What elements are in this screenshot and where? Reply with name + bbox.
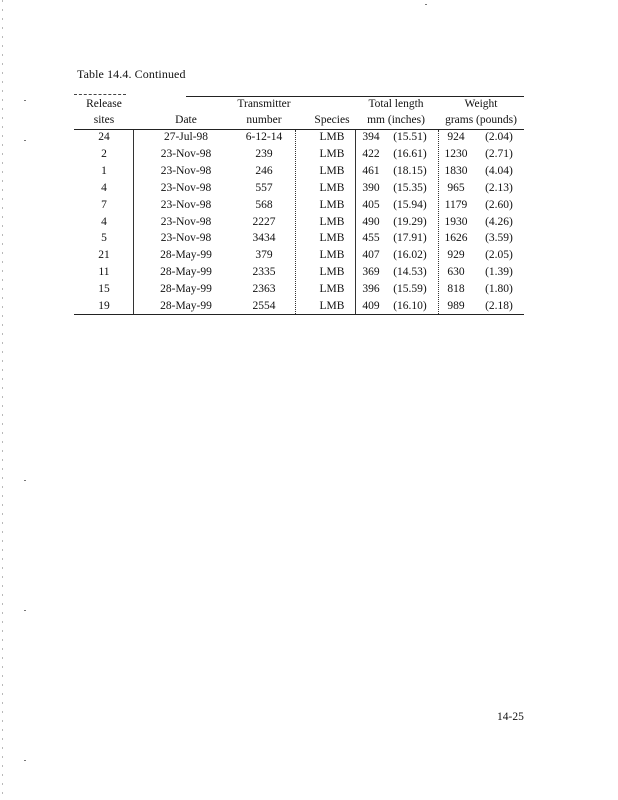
cell-transmitter: 557 bbox=[255, 181, 273, 194]
cell-species: LMB bbox=[319, 249, 345, 262]
cell-weight-grams: 929 bbox=[447, 249, 465, 262]
top-rule-left bbox=[74, 94, 126, 95]
cell-date: 28-May-99 bbox=[160, 249, 212, 262]
cell-length-inches: (14.53) bbox=[393, 266, 427, 279]
cell-weight-pounds: (2.13) bbox=[485, 181, 513, 194]
cell-length-mm: 490 bbox=[362, 215, 380, 228]
cell-weight-pounds: (3.59) bbox=[485, 232, 513, 245]
cell-release-site: 1 bbox=[101, 164, 107, 177]
cell-species: LMB bbox=[319, 181, 345, 194]
cell-weight-pounds: (2.05) bbox=[485, 249, 513, 262]
cell-weight-grams: 1930 bbox=[444, 215, 468, 228]
cell-length-inches: (15.59) bbox=[393, 283, 427, 296]
cell-length-inches: (15.51) bbox=[393, 131, 427, 143]
cell-release-site: 19 bbox=[98, 300, 110, 312]
table-caption: Table 14.4. Continued bbox=[77, 67, 186, 81]
cell-weight-pounds: (4.26) bbox=[485, 215, 513, 228]
cell-length-mm: 461 bbox=[362, 164, 380, 177]
cell-weight-grams: 924 bbox=[447, 131, 465, 143]
cell-weight-pounds: (2.04) bbox=[485, 131, 513, 143]
scan-edge-artifact bbox=[2, 0, 3, 800]
top-rule bbox=[186, 96, 524, 97]
cell-species: LMB bbox=[319, 131, 345, 143]
header-transmitter: Transmitter bbox=[237, 98, 291, 110]
cell-date: 28-May-99 bbox=[160, 266, 212, 279]
cell-length-inches: (19.29) bbox=[393, 215, 427, 228]
cell-release-site: 4 bbox=[101, 181, 107, 194]
cell-date: 28-May-99 bbox=[160, 300, 212, 312]
cell-length-mm: 390 bbox=[362, 181, 380, 194]
cell-length-inches: (15.94) bbox=[393, 198, 427, 211]
cell-length-inches: (15.35) bbox=[393, 181, 427, 194]
header-species: Species bbox=[314, 114, 350, 126]
cell-transmitter: 246 bbox=[255, 164, 273, 177]
cell-release-site: 2 bbox=[101, 147, 107, 160]
cell-weight-pounds: (2.18) bbox=[485, 300, 513, 312]
cell-date: 23-Nov-98 bbox=[160, 147, 212, 160]
cell-transmitter: 239 bbox=[255, 147, 273, 160]
cell-length-mm: 396 bbox=[362, 283, 380, 296]
cell-length-mm: 394 bbox=[362, 131, 380, 143]
cell-transmitter: 2227 bbox=[252, 215, 276, 228]
header-grams-pounds: grams (pounds) bbox=[445, 114, 517, 126]
scan-speck bbox=[24, 140, 26, 141]
cell-weight-grams: 965 bbox=[447, 181, 465, 194]
cell-species: LMB bbox=[319, 164, 345, 177]
cell-date: 23-Nov-98 bbox=[160, 232, 212, 245]
cell-transmitter: 2363 bbox=[252, 283, 276, 296]
cell-weight-grams: 989 bbox=[447, 300, 465, 312]
cell-species: LMB bbox=[319, 198, 345, 211]
cell-weight-grams: 630 bbox=[447, 266, 465, 279]
scan-speck bbox=[24, 760, 26, 761]
cell-weight-pounds: (2.71) bbox=[485, 147, 513, 160]
cell-length-mm: 455 bbox=[362, 232, 380, 245]
header-date: Date bbox=[175, 114, 197, 126]
cell-release-site: 11 bbox=[98, 266, 110, 279]
header-number: number bbox=[246, 114, 282, 126]
cell-weight-grams: 1626 bbox=[444, 232, 468, 245]
cell-species: LMB bbox=[319, 283, 345, 296]
cell-length-inches: (16.61) bbox=[393, 147, 427, 160]
cell-release-site: 7 bbox=[101, 198, 107, 211]
cell-transmitter: 3434 bbox=[252, 232, 276, 245]
cell-transmitter: 379 bbox=[255, 249, 273, 262]
cell-length-inches: (18.15) bbox=[393, 164, 427, 177]
scan-speck bbox=[24, 100, 26, 101]
scan-speck bbox=[24, 480, 26, 481]
cell-release-site: 4 bbox=[101, 215, 107, 228]
cell-length-mm: 405 bbox=[362, 198, 380, 211]
cell-species: LMB bbox=[319, 266, 345, 279]
cell-date: 23-Nov-98 bbox=[160, 181, 212, 194]
cell-release-site: 5 bbox=[101, 232, 107, 245]
header-mm-inches: mm (inches) bbox=[367, 114, 425, 126]
cell-species: LMB bbox=[319, 232, 345, 245]
cell-transmitter: 6-12-14 bbox=[245, 131, 283, 143]
cell-date: 28-May-99 bbox=[160, 283, 212, 296]
cell-release-site: 15 bbox=[98, 283, 110, 296]
cell-length-mm: 407 bbox=[362, 249, 380, 262]
cell-transmitter: 2554 bbox=[252, 300, 276, 312]
cell-release-site: 24 bbox=[98, 131, 110, 143]
cell-transmitter: 568 bbox=[255, 198, 273, 211]
cell-date: 23-Nov-98 bbox=[160, 198, 212, 211]
cell-weight-pounds: (1.39) bbox=[485, 266, 513, 279]
cell-length-inches: (16.10) bbox=[393, 300, 427, 312]
cell-weight-grams: 818 bbox=[447, 283, 465, 296]
cell-length-inches: (16.02) bbox=[393, 249, 427, 262]
cell-weight-grams: 1830 bbox=[444, 164, 468, 177]
header-total-length: Total length bbox=[368, 98, 424, 110]
cell-weight-grams: 1179 bbox=[444, 198, 468, 211]
header-release: Release bbox=[86, 98, 122, 110]
scan-speck bbox=[24, 610, 26, 611]
header-weight: Weight bbox=[464, 98, 498, 110]
cell-species: LMB bbox=[319, 300, 345, 312]
scan-speck bbox=[425, 4, 427, 5]
cell-date: 23-Nov-98 bbox=[160, 164, 212, 177]
cell-length-inches: (17.91) bbox=[393, 232, 427, 245]
cell-length-mm: 422 bbox=[362, 147, 380, 160]
cell-transmitter: 2335 bbox=[252, 266, 276, 279]
cell-weight-pounds: (1.80) bbox=[485, 283, 513, 296]
bottom-rule bbox=[74, 314, 524, 315]
cell-species: LMB bbox=[319, 215, 345, 228]
cell-length-mm: 409 bbox=[362, 300, 380, 312]
header-rule bbox=[74, 129, 524, 130]
cell-release-site: 21 bbox=[98, 249, 110, 262]
cell-length-mm: 369 bbox=[362, 266, 380, 279]
cell-date: 27-Jul-98 bbox=[163, 131, 209, 143]
cell-date: 23-Nov-98 bbox=[160, 215, 212, 228]
header-sites: sites bbox=[93, 114, 115, 126]
cell-weight-pounds: (2.60) bbox=[485, 198, 513, 211]
page-number: 14-25 bbox=[497, 711, 524, 723]
cell-species: LMB bbox=[319, 147, 345, 160]
cell-weight-grams: 1230 bbox=[444, 147, 468, 160]
cell-weight-pounds: (4.04) bbox=[485, 164, 513, 177]
